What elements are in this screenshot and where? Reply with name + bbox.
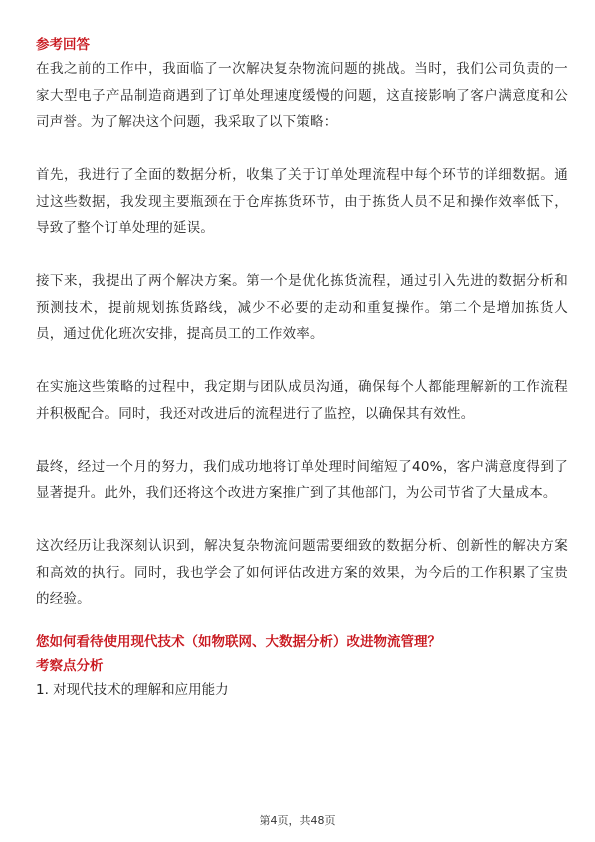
analysis-point-1: 1. 对现代技术的理解和应用能力: [36, 681, 229, 698]
answer-paragraph-5: 最终，经过一个月的努力，我们成功地将订单处理时间缩短了40%，客户满意度得到了显著提升。此外，我们还将这个改进方案推广到了其他部门，为公司节省了大量成本。: [36, 458, 568, 501]
page-number: 第4页，共48页: [259, 814, 336, 827]
answer-paragraph-6: 这次经历让我深刻认识到，解决复杂物流问题需要细致的数据分析、创新性的解决方案和高效的执行。同时，我也学会了如何评估改进方案的效果，为今后的工作积累了宝贵的经验。: [36, 538, 568, 607]
answer-paragraph-2: 首先，我进行了全面的数据分析，收集了关于订单处理流程中每个环节的详细数据。通过这些数据，我发现主要瓶颈在于仓库拣货环节，由于拣货人员不足和操作效率低下，导致了整个订单处理的延误。: [36, 167, 568, 236]
question-title: 您如何看待使用现代技术（如物联网、大数据分析）改进物流管理？: [36, 633, 441, 650]
analysis-heading: 考察点分析: [36, 657, 104, 674]
answer-paragraph-3: 接下来，我提出了两个解决方案。第一个是优化拣货流程，通过引入先进的数据分析和预测技术，提前规划拣货路线，减少不必要的走动和重复操作。第二个是增加拣货人员，通过优化班次安排，提高员工的工作效率。: [36, 273, 568, 342]
answer-paragraph-4: 在实施这些策略的过程中，我定期与团队成员沟通，确保每个人都能理解新的工作流程并积极配合。同时，我还对改进后的流程进行了监控，以确保其有效性。: [36, 379, 568, 422]
answer-paragraph-1: 在我之前的工作中，我面临了一次解决复杂物流问题的挑战。当时，我们公司负责的一家大型电子产品制造商遇到了订单处理速度缓慢的问题，这直接影响了客户满意度和公司声誉。为了解决这个问题，我采取了以下策略：: [36, 61, 568, 130]
answer-heading: 参考回答: [36, 37, 90, 53]
page-content: [36, 34, 568, 701]
